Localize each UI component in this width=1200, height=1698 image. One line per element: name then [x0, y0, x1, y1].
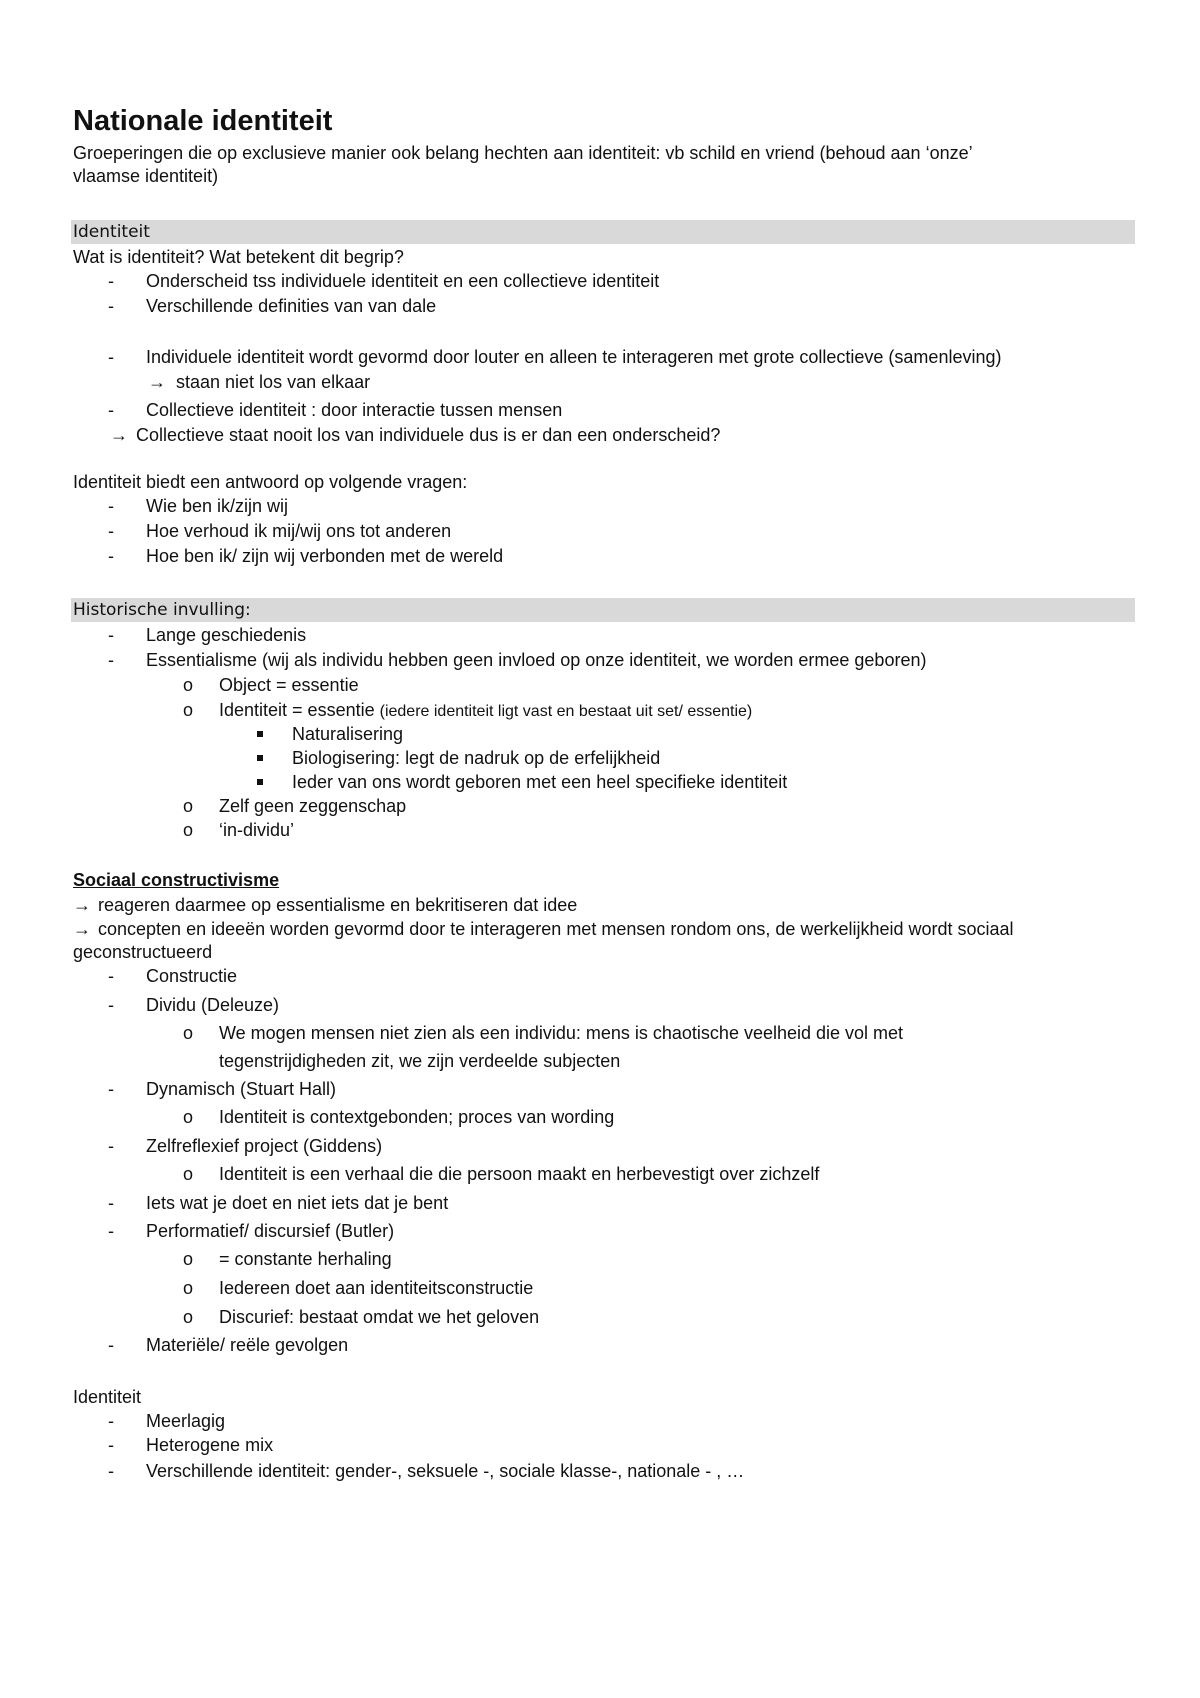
square-bullet [257, 779, 263, 785]
arrow-icon: → [148, 372, 166, 392]
list-item: Zelfreflexief project (Giddens) [146, 1136, 383, 1156]
sub-item: Zelf geen zeggenschap [219, 796, 407, 816]
dash-bullet: - [108, 1079, 114, 1099]
list-item: Dividu (Deleuze) [146, 995, 280, 1015]
list-item: Constructie [146, 966, 238, 986]
list-item: Onderscheid tss individuele identiteit en een collectieve identiteit [146, 271, 660, 291]
question-line: Wat is identiteit? Wat betekent dit begrip? [73, 247, 404, 267]
arrow-text: concepten en ideeën worden gevormd door te interageren met mensen rondom ons, de werkelijkheid wordt sociaal [98, 919, 1014, 939]
bullet-item: Naturalisering [292, 724, 404, 744]
list-item: Hoe verhoud ik mij/wij ons tot anderen [146, 521, 452, 541]
circle-bullet: o [183, 1023, 194, 1043]
section-heading-identiteit: Identiteit [73, 222, 150, 242]
dash-bullet: - [108, 271, 114, 291]
dash-bullet: - [108, 1411, 114, 1431]
intro-line-2: vlaamse identiteit) [73, 166, 219, 186]
dash-bullet: - [108, 347, 114, 367]
list-item: Verschillende identiteit: gender-, seksuele -, sociale klasse-, nationale - , … [146, 1461, 745, 1481]
circle-bullet: o [183, 1249, 194, 1269]
dash-bullet: - [108, 521, 114, 541]
sub-item-text: Identiteit = essentie [219, 700, 380, 720]
list-item: Heterogene mix [146, 1435, 274, 1455]
arrow-icon: → [73, 919, 91, 939]
list-item: Dynamisch (Stuart Hall) [146, 1079, 337, 1099]
list-item: Individuele identiteit wordt gevormd door louter en alleen te interageren met grote collectieve (samenleving) [146, 347, 1002, 367]
page-title: Nationale identiteit [73, 105, 333, 137]
bullet-item: Biologisering: legt de nadruk op de erfelijkheid [292, 748, 661, 768]
list-item: Essentialisme (wij als individu hebben geen invloed op onze identiteit, we worden ermee geboren) [146, 650, 927, 670]
section-heading-sociaal: Sociaal constructivisme [73, 870, 280, 890]
paragraph: Identiteit biedt een antwoord op volgende vragen: [73, 472, 468, 492]
circle-bullet: o [183, 1278, 194, 1298]
list-item: Meerlagig [146, 1411, 226, 1431]
bullet-item: Ieder van ons wordt geboren met een heel specifieke identiteit [292, 772, 788, 792]
sub-item: ‘in-dividu’ [219, 820, 295, 840]
circle-bullet: o [183, 675, 194, 695]
intro-line-1: Groeperingen die op exclusieve manier ook belang hechten aan identiteit: vb schild en vriend (behoud aan ‘onze’ [73, 143, 973, 163]
dash-bullet: - [108, 1461, 114, 1481]
sub-item: Iedereen doet aan identiteitsconstructie [219, 1278, 534, 1298]
arrow-icon: → [73, 895, 91, 915]
dash-bullet: - [108, 625, 114, 645]
arrow-text: staan niet los van elkaar [176, 372, 371, 392]
square-bullet [257, 755, 263, 761]
dash-bullet: - [108, 1221, 114, 1241]
circle-bullet: o [183, 1164, 194, 1184]
circle-bullet: o [183, 1107, 194, 1127]
arrow-icon: → [110, 425, 128, 445]
list-item: Performatief/ discursief (Butler) [146, 1221, 395, 1241]
list-item: Wie ben ik/zijn wij [146, 496, 289, 516]
circle-bullet: o [183, 796, 194, 816]
list-item: Collectieve identiteit : door interactie tussen mensen [146, 400, 563, 420]
sub-item: Identiteit is een verhaal die die persoon maakt en herbevestigt over zichzelf [219, 1164, 820, 1184]
arrow-text-cont: geconstructueerd [73, 942, 213, 962]
section-heading-bar [71, 220, 1135, 244]
section-heading-historisch: Historische invulling: [73, 600, 251, 620]
circle-bullet: o [183, 820, 194, 840]
dash-bullet: - [108, 966, 114, 986]
list-item: Materiële/ reële gevolgen [146, 1335, 349, 1355]
sub-item-cont: tegenstrijdigheden zit, we zijn verdeelde subjecten [219, 1051, 621, 1071]
dash-bullet: - [108, 1335, 114, 1355]
dash-bullet: - [108, 1193, 114, 1213]
dash-bullet: - [108, 650, 114, 670]
list-item: Verschillende definities van van dale [146, 296, 437, 316]
dash-bullet: - [108, 400, 114, 420]
sub-item: Object = essentie [219, 675, 359, 695]
dash-bullet: - [108, 496, 114, 516]
dash-bullet: - [108, 546, 114, 566]
sub-item: Identiteit is contextgebonden; proces van wording [219, 1107, 615, 1127]
dash-bullet: - [108, 995, 114, 1015]
sub-item: We mogen mensen niet zien als een individu: mens is chaotische veelheid die vol met [219, 1023, 904, 1043]
dash-bullet: - [108, 1136, 114, 1156]
list-item: Iets wat je doet en niet iets dat je bent [146, 1193, 449, 1213]
sub-item: = constante herhaling [219, 1249, 392, 1269]
sub-item: Discurief: bestaat omdat we het geloven [219, 1307, 540, 1327]
arrow-text: Collectieve staat nooit los van individuele dus is er dan een onderscheid? [136, 425, 721, 445]
list-item: Lange geschiedenis [146, 625, 307, 645]
square-bullet [257, 731, 263, 737]
sub-item [219, 699, 752, 723]
section-heading-identiteit-2: Identiteit [73, 1387, 142, 1407]
circle-bullet: o [183, 700, 194, 720]
dash-bullet: - [108, 1435, 114, 1455]
dash-bullet: - [108, 296, 114, 316]
list-item: Hoe ben ik/ zijn wij verbonden met de wereld [146, 546, 504, 566]
sub-item-note: (iedere identiteit ligt vast en bestaat uit set/ essentie) [379, 703, 753, 720]
arrow-text: reageren daarmee op essentialisme en bekritiseren dat idee [98, 895, 578, 915]
circle-bullet: o [183, 1307, 194, 1327]
